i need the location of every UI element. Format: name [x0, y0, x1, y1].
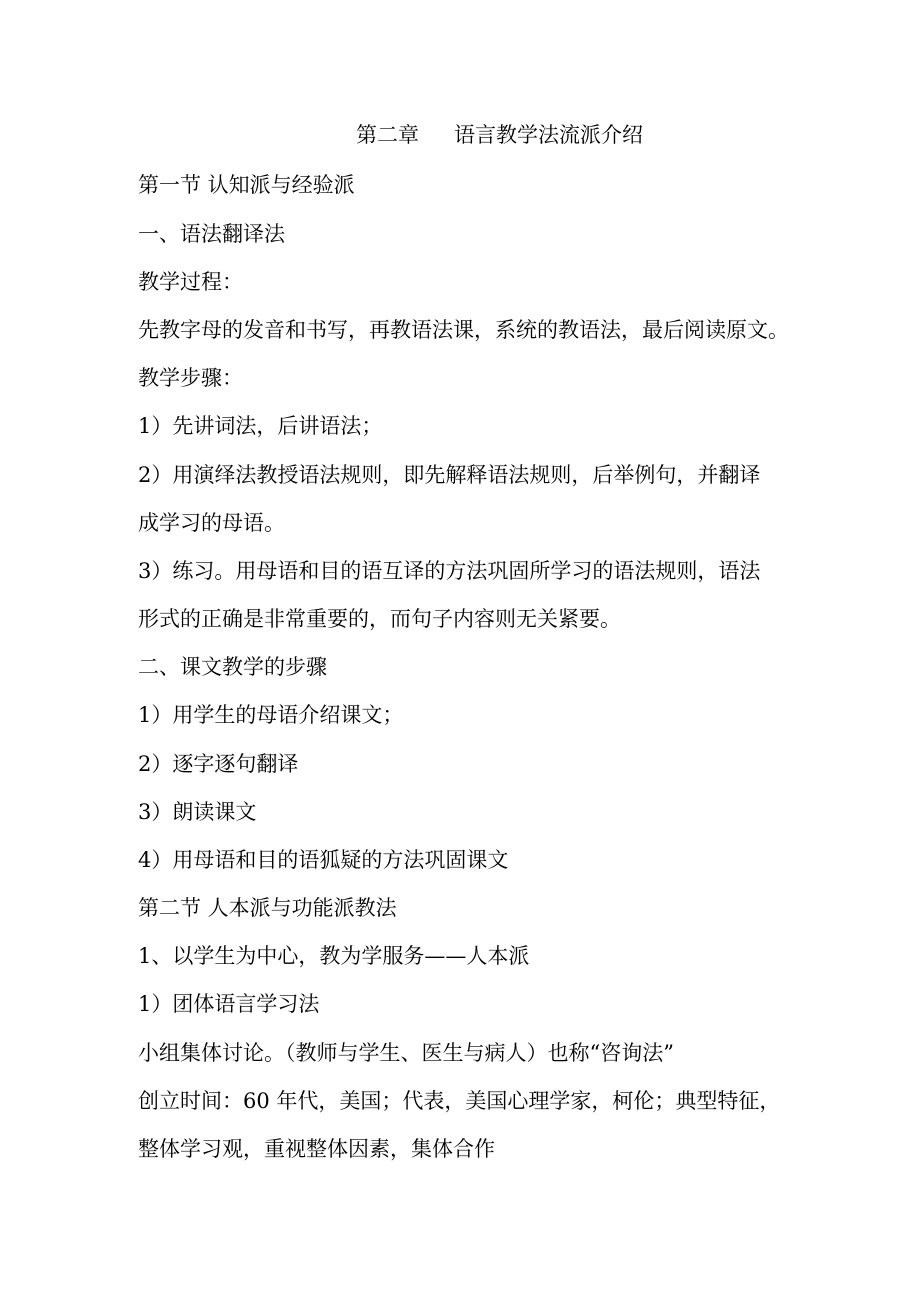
list-item: 1）先讲词法，后讲语法；	[138, 414, 383, 438]
list-item: 4）用母语和目的语狐疑的方法巩固课文	[138, 848, 509, 872]
section-heading-2: 第二节 人本派与功能派教法	[138, 896, 397, 920]
list-item: 3）朗读课文	[138, 800, 257, 824]
text-line: 小组集体讨论。（教师与学生、医生与病人）也称“咨询法”	[138, 1041, 674, 1065]
chapter-name: 语言教学法流派介绍	[454, 123, 643, 147]
text-line: 教学步骤：	[138, 366, 243, 390]
text-line: 先教字母的发音和书写，再教语法课，系统的教语法，最后阅读原文。	[138, 318, 789, 342]
text-line: 创立时间：60 年代，美国；代表，美国心理学家，柯伦；典型特征，	[138, 1089, 781, 1113]
list-item: 2）逐字逐句翻译	[138, 752, 299, 776]
text-line: 成学习的母语。	[138, 511, 285, 535]
subsection-heading: 一、语法翻译法	[138, 222, 285, 246]
section-heading-1: 第一节 认知派与经验派	[138, 173, 355, 197]
text-line: 教学过程：	[138, 270, 243, 294]
list-item: 2）用演绎法教授语法规则，即先解释语法规则，后举例句，并翻译	[138, 463, 761, 487]
chapter-number: 第二章	[356, 123, 419, 147]
list-item: 3）练习。用母语和目的语互译的方法巩固所学习的语法规则，语法	[138, 559, 761, 583]
text-line: 整体学习观，重视整体因素，集体合作	[138, 1137, 495, 1161]
text-line: 形式的正确是非常重要的，而句子内容则无关紧要。	[138, 607, 621, 631]
list-item: 1）团体语言学习法	[138, 992, 320, 1016]
list-item: 1）用学生的母语介绍课文；	[138, 703, 404, 727]
text-line: 1、以学生为中心，教为学服务——人本派	[138, 944, 530, 968]
subsection-heading: 二、课文教学的步骤	[138, 655, 327, 679]
